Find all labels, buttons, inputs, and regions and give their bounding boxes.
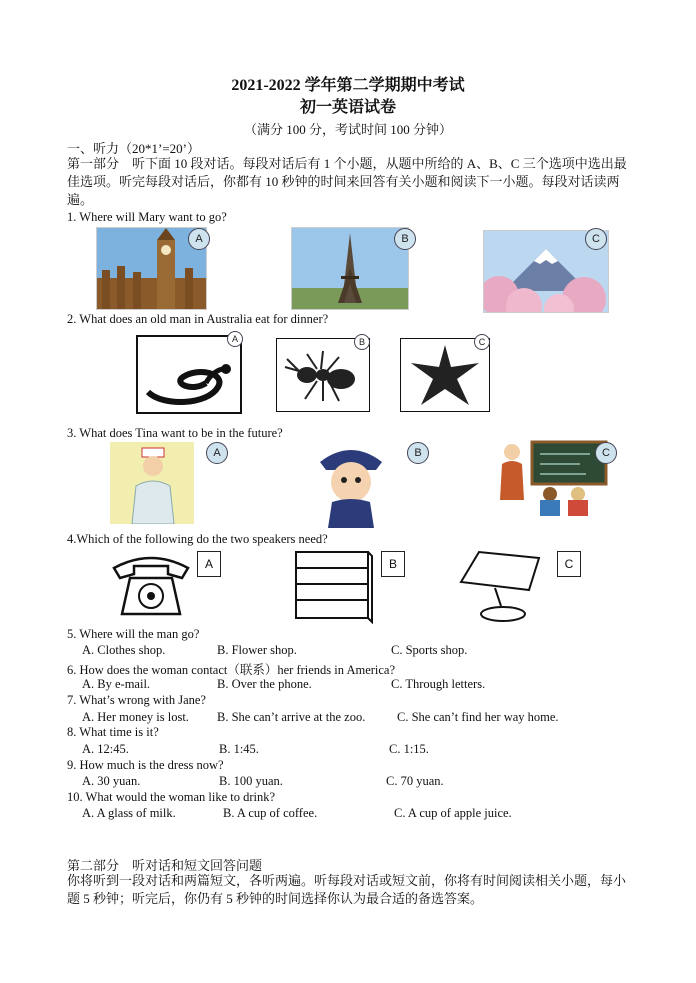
option-a-badge: A: [227, 331, 243, 347]
question-1: 1. Where will Mary want to go?: [67, 210, 227, 224]
q5-option-b: B. Flower shop.: [217, 643, 297, 657]
snake-image: [136, 335, 242, 414]
option-c-badge: C: [585, 228, 607, 250]
q10-option-b: B. A cup of coffee.: [223, 806, 318, 820]
question-3: 3. What does Tina want to be in the future?: [67, 426, 283, 440]
q10-option-a: A. A glass of milk.: [82, 806, 176, 820]
section1-heading: 一、听力（20*1’=20’）: [67, 141, 200, 156]
option-c-badge: C: [474, 334, 490, 350]
option-a-badge: A: [188, 228, 210, 250]
section1-instructions: 第一部分 听下面 10 段对话。每段对话后有 1 个小题，从题中所给的 A、B、C 三个选项中选出最佳选项。听完每段对话后，你都有 10 秒钟的时间来回答有关小题和阅读下一小题。每段对话读两遍。: [67, 156, 627, 207]
q8-option-a: A. 12:45.: [82, 742, 129, 756]
police-officer-image: [300, 442, 402, 528]
section2-heading: 第二部分 听对话和短文回答问题: [67, 858, 263, 873]
question-5: 5. Where will the man go?: [67, 627, 200, 641]
question-2: 2. What does an old man in Australia eat for dinner?: [67, 312, 329, 326]
q9-option-b: B. 100 yuan.: [219, 774, 283, 788]
option-a-box: A: [197, 551, 221, 577]
exam-title: 2021-2022 学年第二学期期中考试: [231, 77, 465, 94]
question-8: 8. What time is it?: [67, 725, 159, 739]
option-b-badge: B: [407, 442, 429, 464]
starfish-image: [400, 338, 490, 412]
q5-option-a: A. Clothes shop.: [82, 643, 166, 657]
question-10: 10. What would the woman like to drink?: [67, 790, 276, 804]
q8-option-c: C. 1:15.: [389, 742, 429, 756]
option-b-box: B: [381, 551, 405, 577]
q7-option-a: A. Her money is lost.: [82, 710, 189, 724]
q7-option-b: B. She can’t arrive at the zoo.: [217, 710, 366, 724]
bookshelf-image: [290, 548, 374, 624]
option-c-box: C: [557, 551, 581, 577]
telephone-image: [108, 548, 194, 620]
nurse-image: [110, 442, 194, 524]
ant-image: [276, 338, 370, 412]
q9-option-a: A. 30 yuan.: [82, 774, 141, 788]
teacher-image: [492, 440, 610, 516]
exam-note: （满分 100 分，考试时间 100 分钟）: [243, 122, 452, 137]
question-7: 7. What’s wrong with Jane?: [67, 693, 206, 707]
eiffel-tower-image: [291, 227, 409, 310]
option-b-badge: B: [354, 334, 370, 350]
q8-option-b: B. 1:45.: [219, 742, 259, 756]
question-6: 6. How does the woman contact（联系）her friends in America?: [67, 663, 396, 677]
q6-option-a: A. By e-mail.: [82, 677, 151, 691]
question-9: 9. How much is the dress now?: [67, 758, 224, 772]
exam-subtitle: 初一英语试卷: [299, 99, 396, 116]
q9-option-c: C. 70 yuan.: [386, 774, 444, 788]
q6-option-c: C. Through letters.: [391, 677, 486, 691]
option-b-badge: B: [394, 228, 416, 250]
q7-option-c: C. She can’t find her way home.: [397, 710, 559, 724]
section2-instructions: 你将听到一段对话和两篇短文，各听两遍。听每段对话或短文前，你将有时间阅读相关小题，每小题 5 秒钟；听完后，你仍有 5 秒钟的时间选择你认为最合适的备选答案。: [67, 873, 627, 906]
option-a-badge: A: [206, 442, 228, 464]
q10-option-c: C. A cup of apple juice.: [394, 806, 512, 820]
question-4: 4.Which of the following do the two speakers need?: [67, 532, 328, 546]
q5-option-c: C. Sports shop.: [391, 643, 468, 657]
option-c-badge: C: [595, 442, 617, 464]
lamp-image: [455, 548, 547, 624]
q6-option-b: B. Over the phone.: [217, 677, 312, 691]
